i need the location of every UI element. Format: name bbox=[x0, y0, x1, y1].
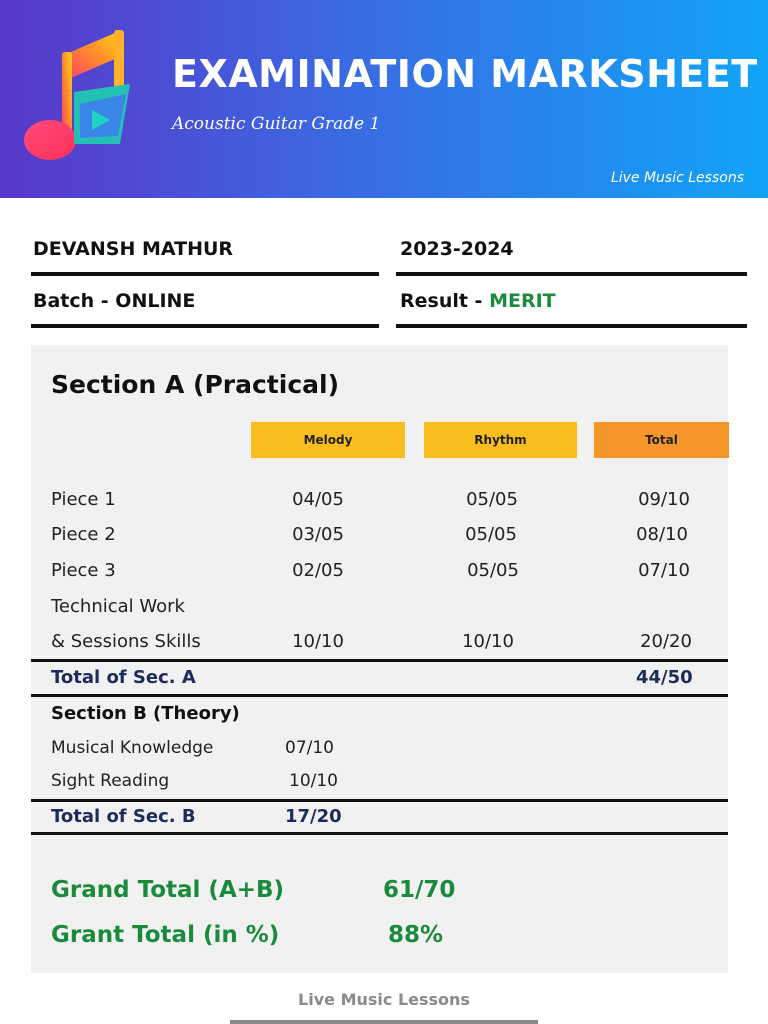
music-note-icon bbox=[22, 26, 134, 162]
brand-tagline: Live Music Lessons bbox=[610, 170, 744, 186]
rhythm-score: 10/10 bbox=[462, 631, 514, 652]
row-total: 09/10 bbox=[638, 489, 690, 510]
row-total: 08/10 bbox=[636, 524, 688, 545]
batch-value: ONLINE bbox=[115, 290, 196, 312]
result-info bbox=[400, 290, 556, 312]
footer-divider bbox=[230, 1020, 538, 1024]
academic-year: 2023-2024 bbox=[400, 238, 514, 260]
batch-label: Batch - bbox=[33, 290, 116, 312]
row-label: Piece 2 bbox=[51, 524, 116, 545]
divider bbox=[396, 272, 747, 276]
grand-total-label: Grand Total (A+B) bbox=[51, 877, 285, 903]
divider bbox=[31, 324, 379, 328]
grand-total-value: 61/70 bbox=[383, 877, 456, 903]
section-a-total-value: 44/50 bbox=[636, 667, 693, 688]
footer-brand: Live Music Lessons bbox=[298, 990, 470, 1009]
divider bbox=[31, 832, 728, 835]
page-title: EXAMINATION MARKSHEET bbox=[172, 52, 758, 96]
row-total: 07/10 bbox=[638, 560, 690, 581]
rhythm-score: 05/05 bbox=[466, 489, 518, 510]
column-header-melody: Melody bbox=[251, 422, 405, 458]
column-header-total: Total bbox=[594, 422, 729, 458]
theory-score: 10/10 bbox=[289, 771, 338, 791]
batch-info bbox=[33, 290, 195, 312]
melody-score: 02/05 bbox=[292, 560, 344, 581]
column-header-rhythm: Rhythm bbox=[424, 422, 577, 458]
divider bbox=[31, 659, 728, 662]
row-label: Sight Reading bbox=[51, 771, 170, 791]
course-subtitle: Acoustic Guitar Grade 1 bbox=[172, 114, 381, 134]
melody-score: 04/05 bbox=[292, 489, 344, 510]
percent-label: Grant Total (in %) bbox=[51, 922, 280, 948]
result-value: MERIT bbox=[489, 290, 556, 312]
row-label: Technical Work bbox=[51, 596, 185, 617]
row-label: Piece 1 bbox=[51, 489, 116, 510]
section-b-total-value: 17/20 bbox=[285, 806, 342, 827]
percent-value: 88% bbox=[388, 922, 444, 948]
row-label: Piece 3 bbox=[51, 560, 116, 581]
section-a-title: Section A (Practical) bbox=[51, 370, 340, 399]
section-a-total-label: Total of Sec. A bbox=[51, 667, 196, 688]
theory-score: 07/10 bbox=[285, 738, 334, 758]
divider bbox=[31, 272, 379, 276]
row-label: & Sessions Skills bbox=[51, 631, 201, 652]
row-label: Musical Knowledge bbox=[51, 738, 214, 758]
melody-score: 10/10 bbox=[292, 631, 344, 652]
section-b-total-label: Total of Sec. B bbox=[51, 806, 196, 827]
melody-score: 03/05 bbox=[292, 524, 344, 545]
rhythm-score: 05/05 bbox=[467, 560, 519, 581]
section-b-title: Section B (Theory) bbox=[51, 703, 240, 724]
student-name: DEVANSH MATHUR bbox=[33, 238, 234, 260]
rhythm-score: 05/05 bbox=[465, 524, 517, 545]
divider bbox=[31, 694, 728, 697]
result-label: Result - bbox=[400, 290, 490, 312]
divider bbox=[396, 324, 747, 328]
divider bbox=[31, 799, 728, 802]
row-total: 20/20 bbox=[640, 631, 692, 652]
